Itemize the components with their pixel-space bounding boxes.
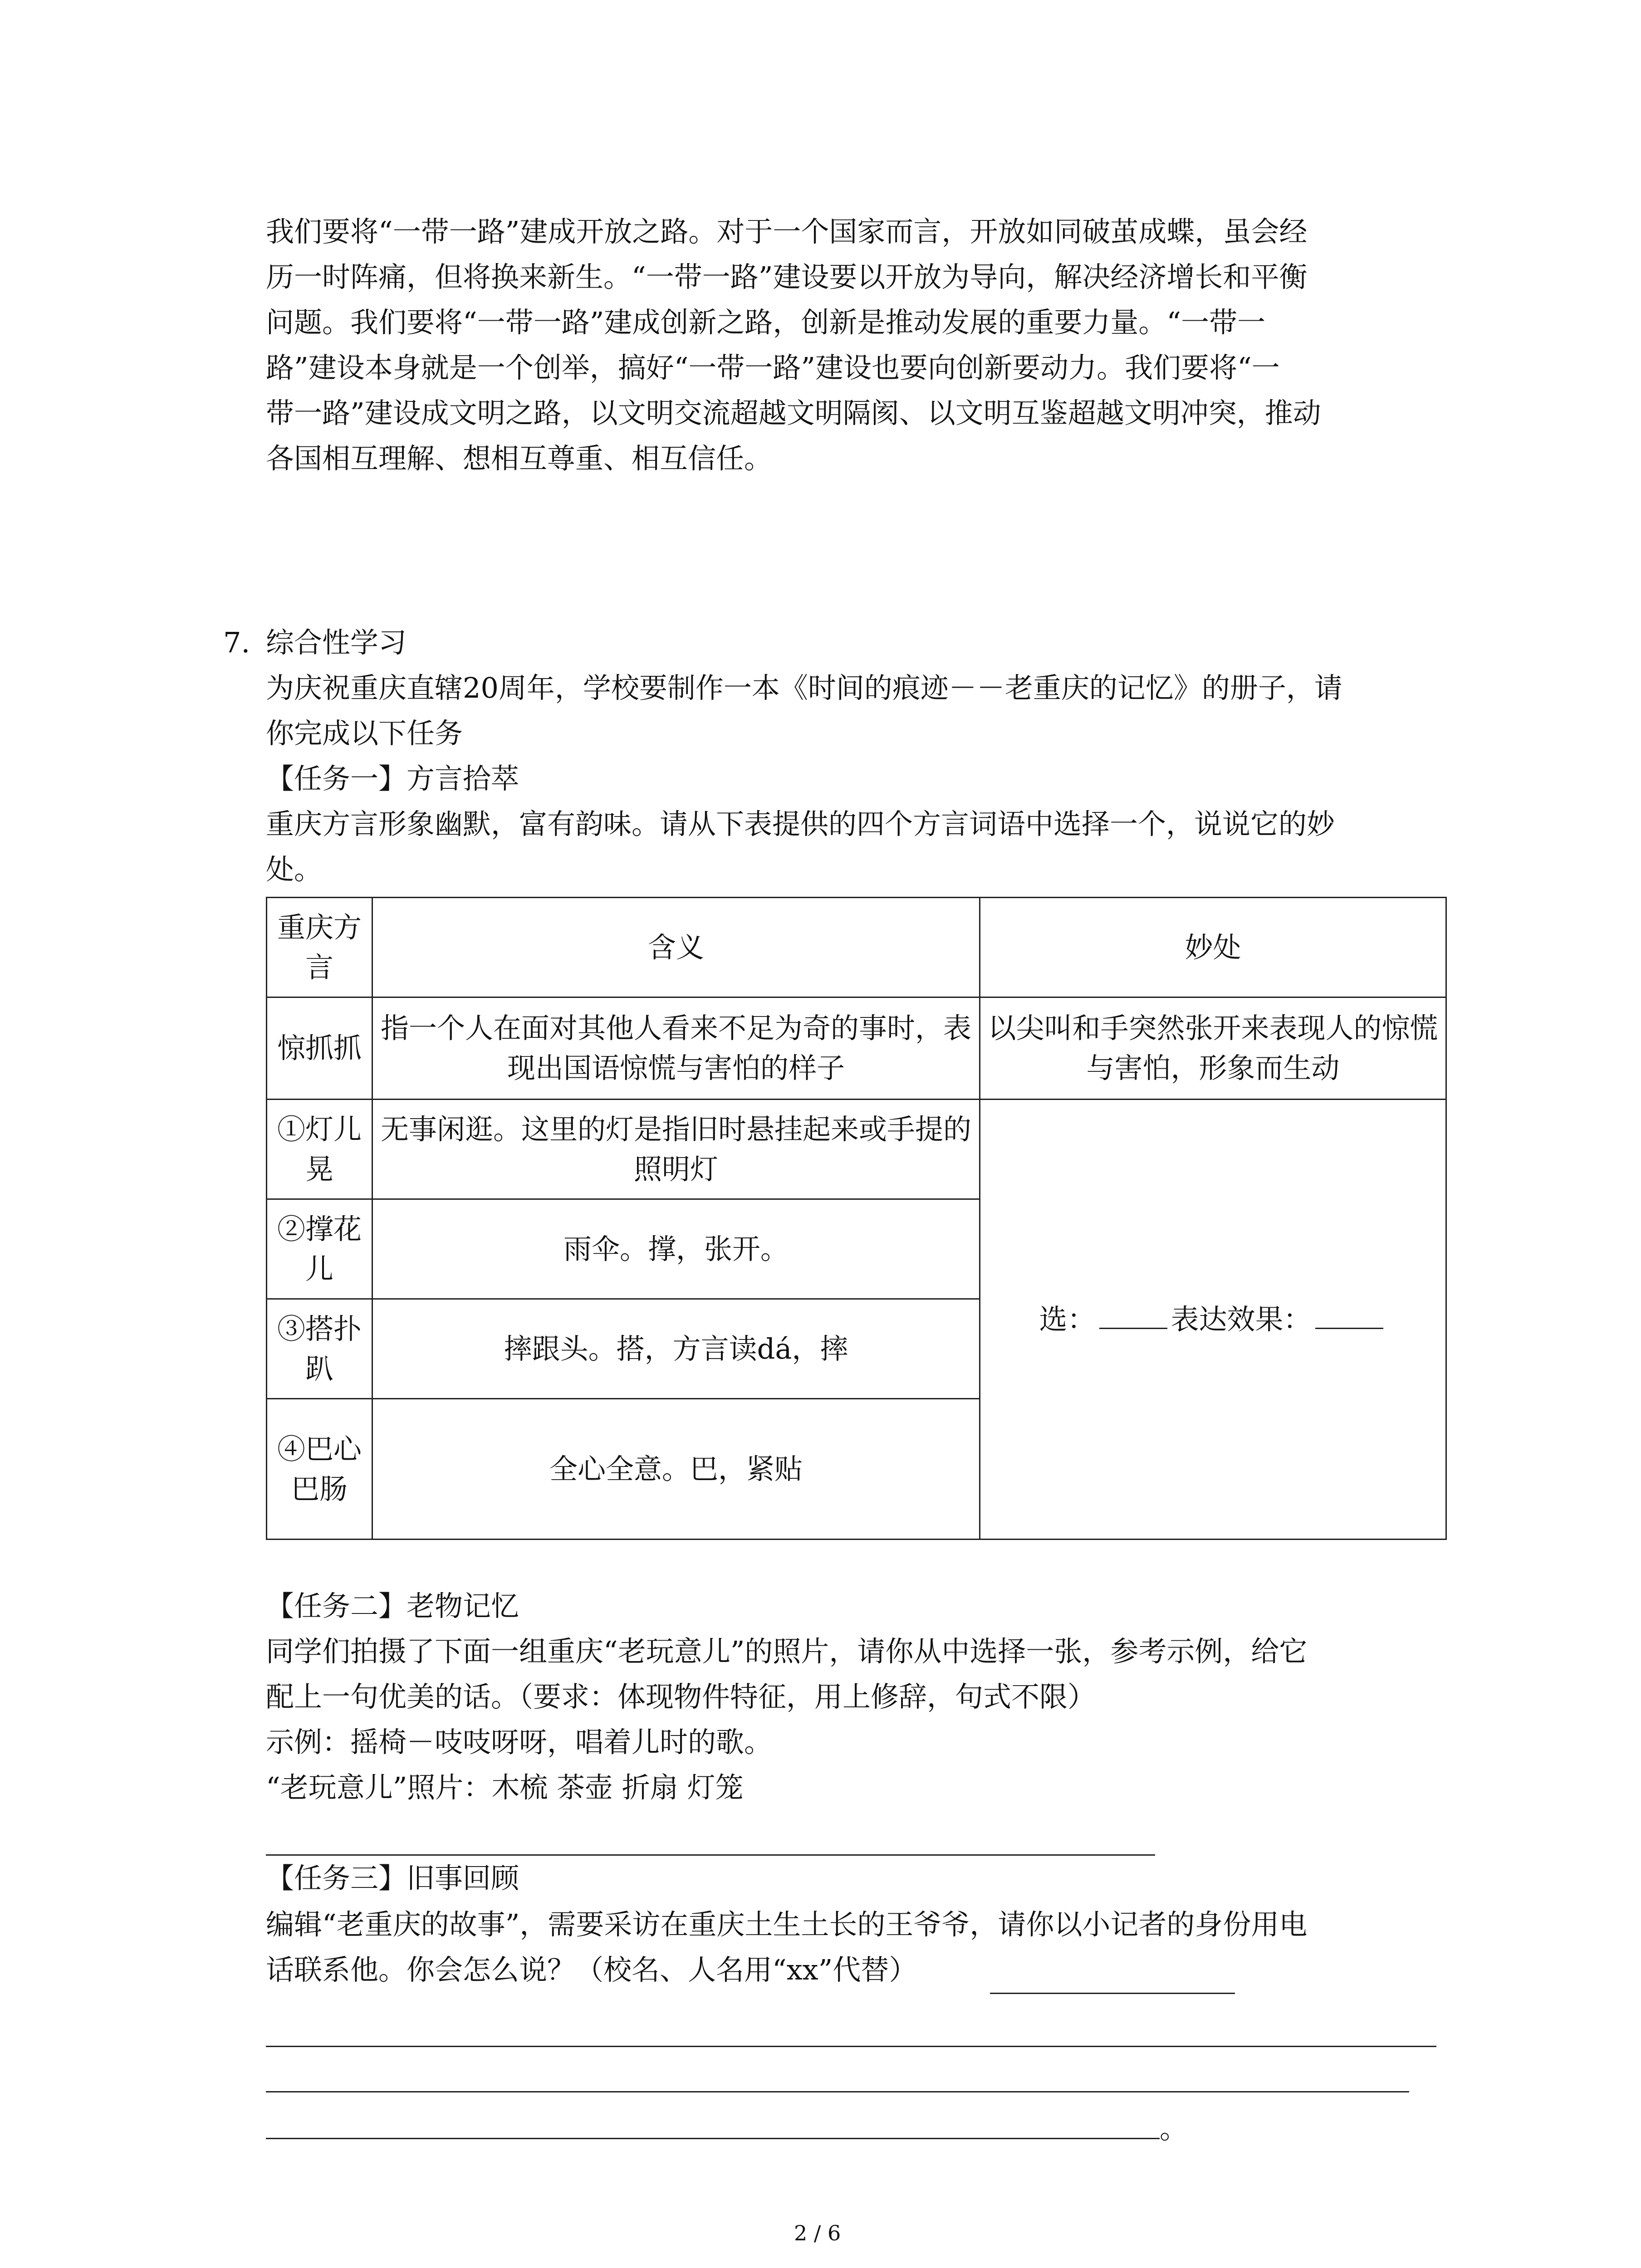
intro-line: 带一路”建设成文明之路，以文明交流超越文明隔阂、以文明互鉴超越文明冲突，推动 bbox=[266, 396, 1321, 430]
header-effect: 妙处 bbox=[980, 898, 1446, 997]
header-meaning: 含义 bbox=[372, 898, 980, 997]
question-number: 7. bbox=[223, 626, 250, 659]
effect-blank[interactable] bbox=[1315, 1305, 1383, 1329]
task3-answer-line[interactable] bbox=[266, 2046, 1436, 2047]
page-number: 2 / 6 bbox=[794, 2221, 841, 2245]
task3-ending-mark: 。 bbox=[1160, 2112, 1188, 2145]
task1-prompt-line: 重庆方言形象幽默，富有韵味。请从下表提供的四个方言词语中选择一个，说说它的妙 bbox=[266, 807, 1335, 841]
dialect-meaning: 全心全意。巴，紧贴 bbox=[372, 1399, 980, 1540]
question-title: 综合性学习 bbox=[266, 626, 407, 659]
dialect-word: ③搭扑趴 bbox=[267, 1299, 372, 1399]
dialect-word: ②撑花儿 bbox=[267, 1199, 372, 1299]
task2-example: 示例：摇椅－吱吱呀呀，唱着儿时的歌。 bbox=[266, 1725, 773, 1759]
task3-prompt-line: 编辑“老重庆的故事”，需要采访在重庆土生土长的王爷爷，请你以小记者的身份用电 bbox=[266, 1908, 1308, 1941]
dialect-word: ①灯儿晃 bbox=[267, 1100, 372, 1199]
task3-heading: 【任务三】旧事回顾 bbox=[266, 1862, 519, 1895]
task3-answer-line[interactable] bbox=[266, 2138, 1160, 2139]
intro-line: 问题。我们要将“一带一路”建成创新之路，创新是推动发展的重要力量。“一带一 bbox=[266, 306, 1266, 339]
answer-effect-label: 表达效果： bbox=[1171, 1302, 1312, 1336]
task2-prompt-line: 同学们拍摄了下面一组重庆“老玩意儿”的照片，请你从中选择一张，参考示例，给它 bbox=[266, 1635, 1308, 1668]
table-row-example bbox=[267, 997, 1446, 1100]
dialect-meaning: 无事闲逛。这里的灯是指旧时悬挂起来或手提的照明灯 bbox=[372, 1100, 980, 1199]
example-meaning: 指一个人在面对其他人看来不足为奇的事时，表现出国语惊慌与害怕的样子 bbox=[372, 997, 980, 1100]
select-blank[interactable] bbox=[1099, 1305, 1167, 1329]
task2-photos: “老玩意儿”照片：木梳 茶壶 折扇 灯笼 bbox=[266, 1771, 744, 1804]
task2-prompt-line: 配上一句优美的话。（要求：体现物件特征，用上修辞，句式不限） bbox=[266, 1680, 1096, 1713]
intro-line: 我们要将“一带一路”建成开放之路。对于一个国家而言，开放如同破茧成蝶，虽会经 bbox=[266, 215, 1308, 248]
dialect-word: ④巴心巴肠 bbox=[267, 1399, 372, 1540]
answer-cell[interactable] bbox=[980, 1100, 1446, 1540]
task2-answer-line[interactable] bbox=[266, 1854, 1155, 1856]
task2-heading: 【任务二】老物记忆 bbox=[266, 1589, 519, 1623]
question-intro-line: 你完成以下任务 bbox=[266, 717, 463, 750]
example-word: 惊抓抓 bbox=[267, 997, 372, 1100]
header-dialect: 重庆方言 bbox=[267, 898, 372, 997]
task3-prompt-line: 话联系他。你会怎么说？（校名、人名用“xx”代替） bbox=[266, 1953, 917, 1986]
dialect-meaning: 摔跟头。搭，方言读dá，摔 bbox=[372, 1299, 980, 1399]
dialect-table bbox=[266, 897, 1447, 1540]
answer-select-label: 选： bbox=[1039, 1302, 1096, 1336]
table-row bbox=[267, 1100, 1446, 1199]
task1-heading: 【任务一】方言拾萃 bbox=[266, 762, 519, 795]
example-effect: 以尖叫和手突然张开来表现人的惊慌与害怕，形象而生动 bbox=[980, 997, 1446, 1100]
dialect-meaning: 雨伞。撑，张开。 bbox=[372, 1199, 980, 1299]
task3-answer-line[interactable] bbox=[266, 2091, 1409, 2092]
question-intro-line: 为庆祝重庆直辖20周年，学校要制作一本《时间的痕迹－－老重庆的记忆》的册子，请 bbox=[266, 671, 1342, 704]
task3-answer-line[interactable] bbox=[990, 1993, 1235, 1994]
intro-line: 路”建设本身就是一个创举，搞好“一带一路”建设也要向创新要动力。我们要将“一 bbox=[266, 351, 1280, 384]
task1-prompt-line: 处。 bbox=[266, 853, 323, 886]
intro-line: 各国相互理解、想相互尊重、相互信任。 bbox=[266, 442, 773, 475]
intro-line: 历一时阵痛，但将换来新生。“一带一路”建设要以开放为导向，解决经济增长和平衡 bbox=[266, 260, 1308, 293]
table-header-row bbox=[267, 898, 1446, 997]
